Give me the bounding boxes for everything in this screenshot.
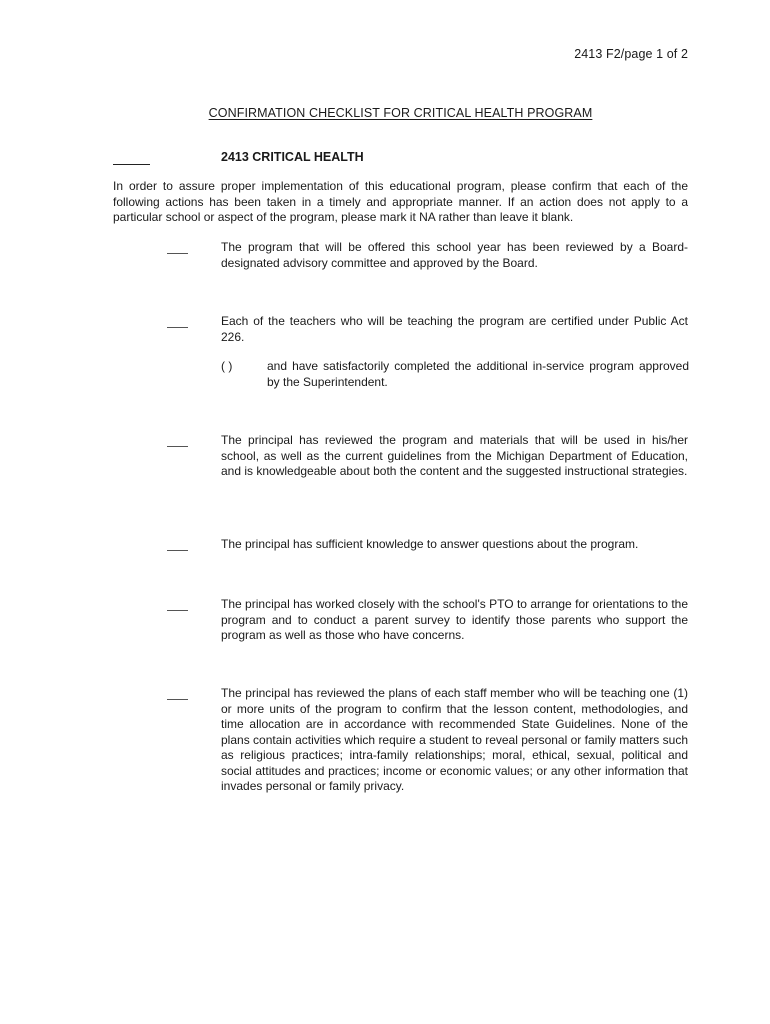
check-blank[interactable] [167, 437, 188, 447]
page-number-label: 2413 F2/page 1 of 2 [574, 47, 688, 61]
check-blank[interactable] [167, 601, 188, 611]
checklist-item-text: The program that will be offered this school year has been reviewed by a Board-designated advisory committee and approved by the Board. [221, 240, 688, 270]
check-blank[interactable] [167, 690, 188, 700]
checklist-item [167, 314, 689, 345]
checklist-item [167, 240, 689, 271]
checklist-subitem [221, 359, 689, 390]
check-blank[interactable] [167, 541, 188, 551]
checklist-subitem-text: and have satisfactorily completed the additional in-service program approved by the Superintendent. [267, 359, 689, 389]
check-blank[interactable] [167, 318, 188, 328]
checklist-item-text: The principal has sufficient knowledge to answer questions about the program. [221, 537, 639, 551]
checklist-item [167, 686, 689, 795]
sub-check-marker[interactable]: ( ) [221, 359, 233, 373]
checklist-item [167, 537, 689, 553]
intro-paragraph: In order to assure proper implementation of this educational program, please confirm that each of the following actions has been taken in a timely and appropriate manner. If an action does not apply to a particular school or aspect of the program, please mark it NA rather than leave it blank. [113, 179, 688, 224]
section-title: 2413 CRITICAL HEALTH [221, 150, 364, 164]
document-title: CONFIRMATION CHECKLIST FOR CRITICAL HEALTH PROGRAM [208, 106, 593, 120]
checklist-item-text: Each of the teachers who will be teaching the program are certified under Public Act 226. [221, 314, 688, 344]
checklist-item-text: The principal has worked closely with the school's PTO to arrange for orientations to the program and to conduct a parent survey to identify those parents who support the program as well as those who have concerns. [221, 597, 688, 642]
check-blank[interactable] [167, 244, 188, 254]
checklist-item-text: The principal has reviewed the program and materials that will be used in his/her school, as well as the current guidelines from the Michigan Department of Education, and is knowledgeable about both the content and the suggested instructional strategies. [221, 433, 688, 478]
section-checkbox-blank[interactable] [113, 152, 150, 165]
checklist-item [167, 597, 689, 644]
checklist-item-text: The principal has reviewed the plans of each staff member who will be teaching one (1) or more units of the program to confirm that the lesson content, methodologies, and time allocation are in accordance with recommended State Guidelines. None of the plans contain activities which require a student to reveal personal or family matters such as religious practices; intra-family relationships; moral, ethical, sexual, political and social attitudes and practices; income or economic values; or any other information that invades personal or family privacy. [221, 686, 688, 793]
checklist-item [167, 433, 689, 480]
